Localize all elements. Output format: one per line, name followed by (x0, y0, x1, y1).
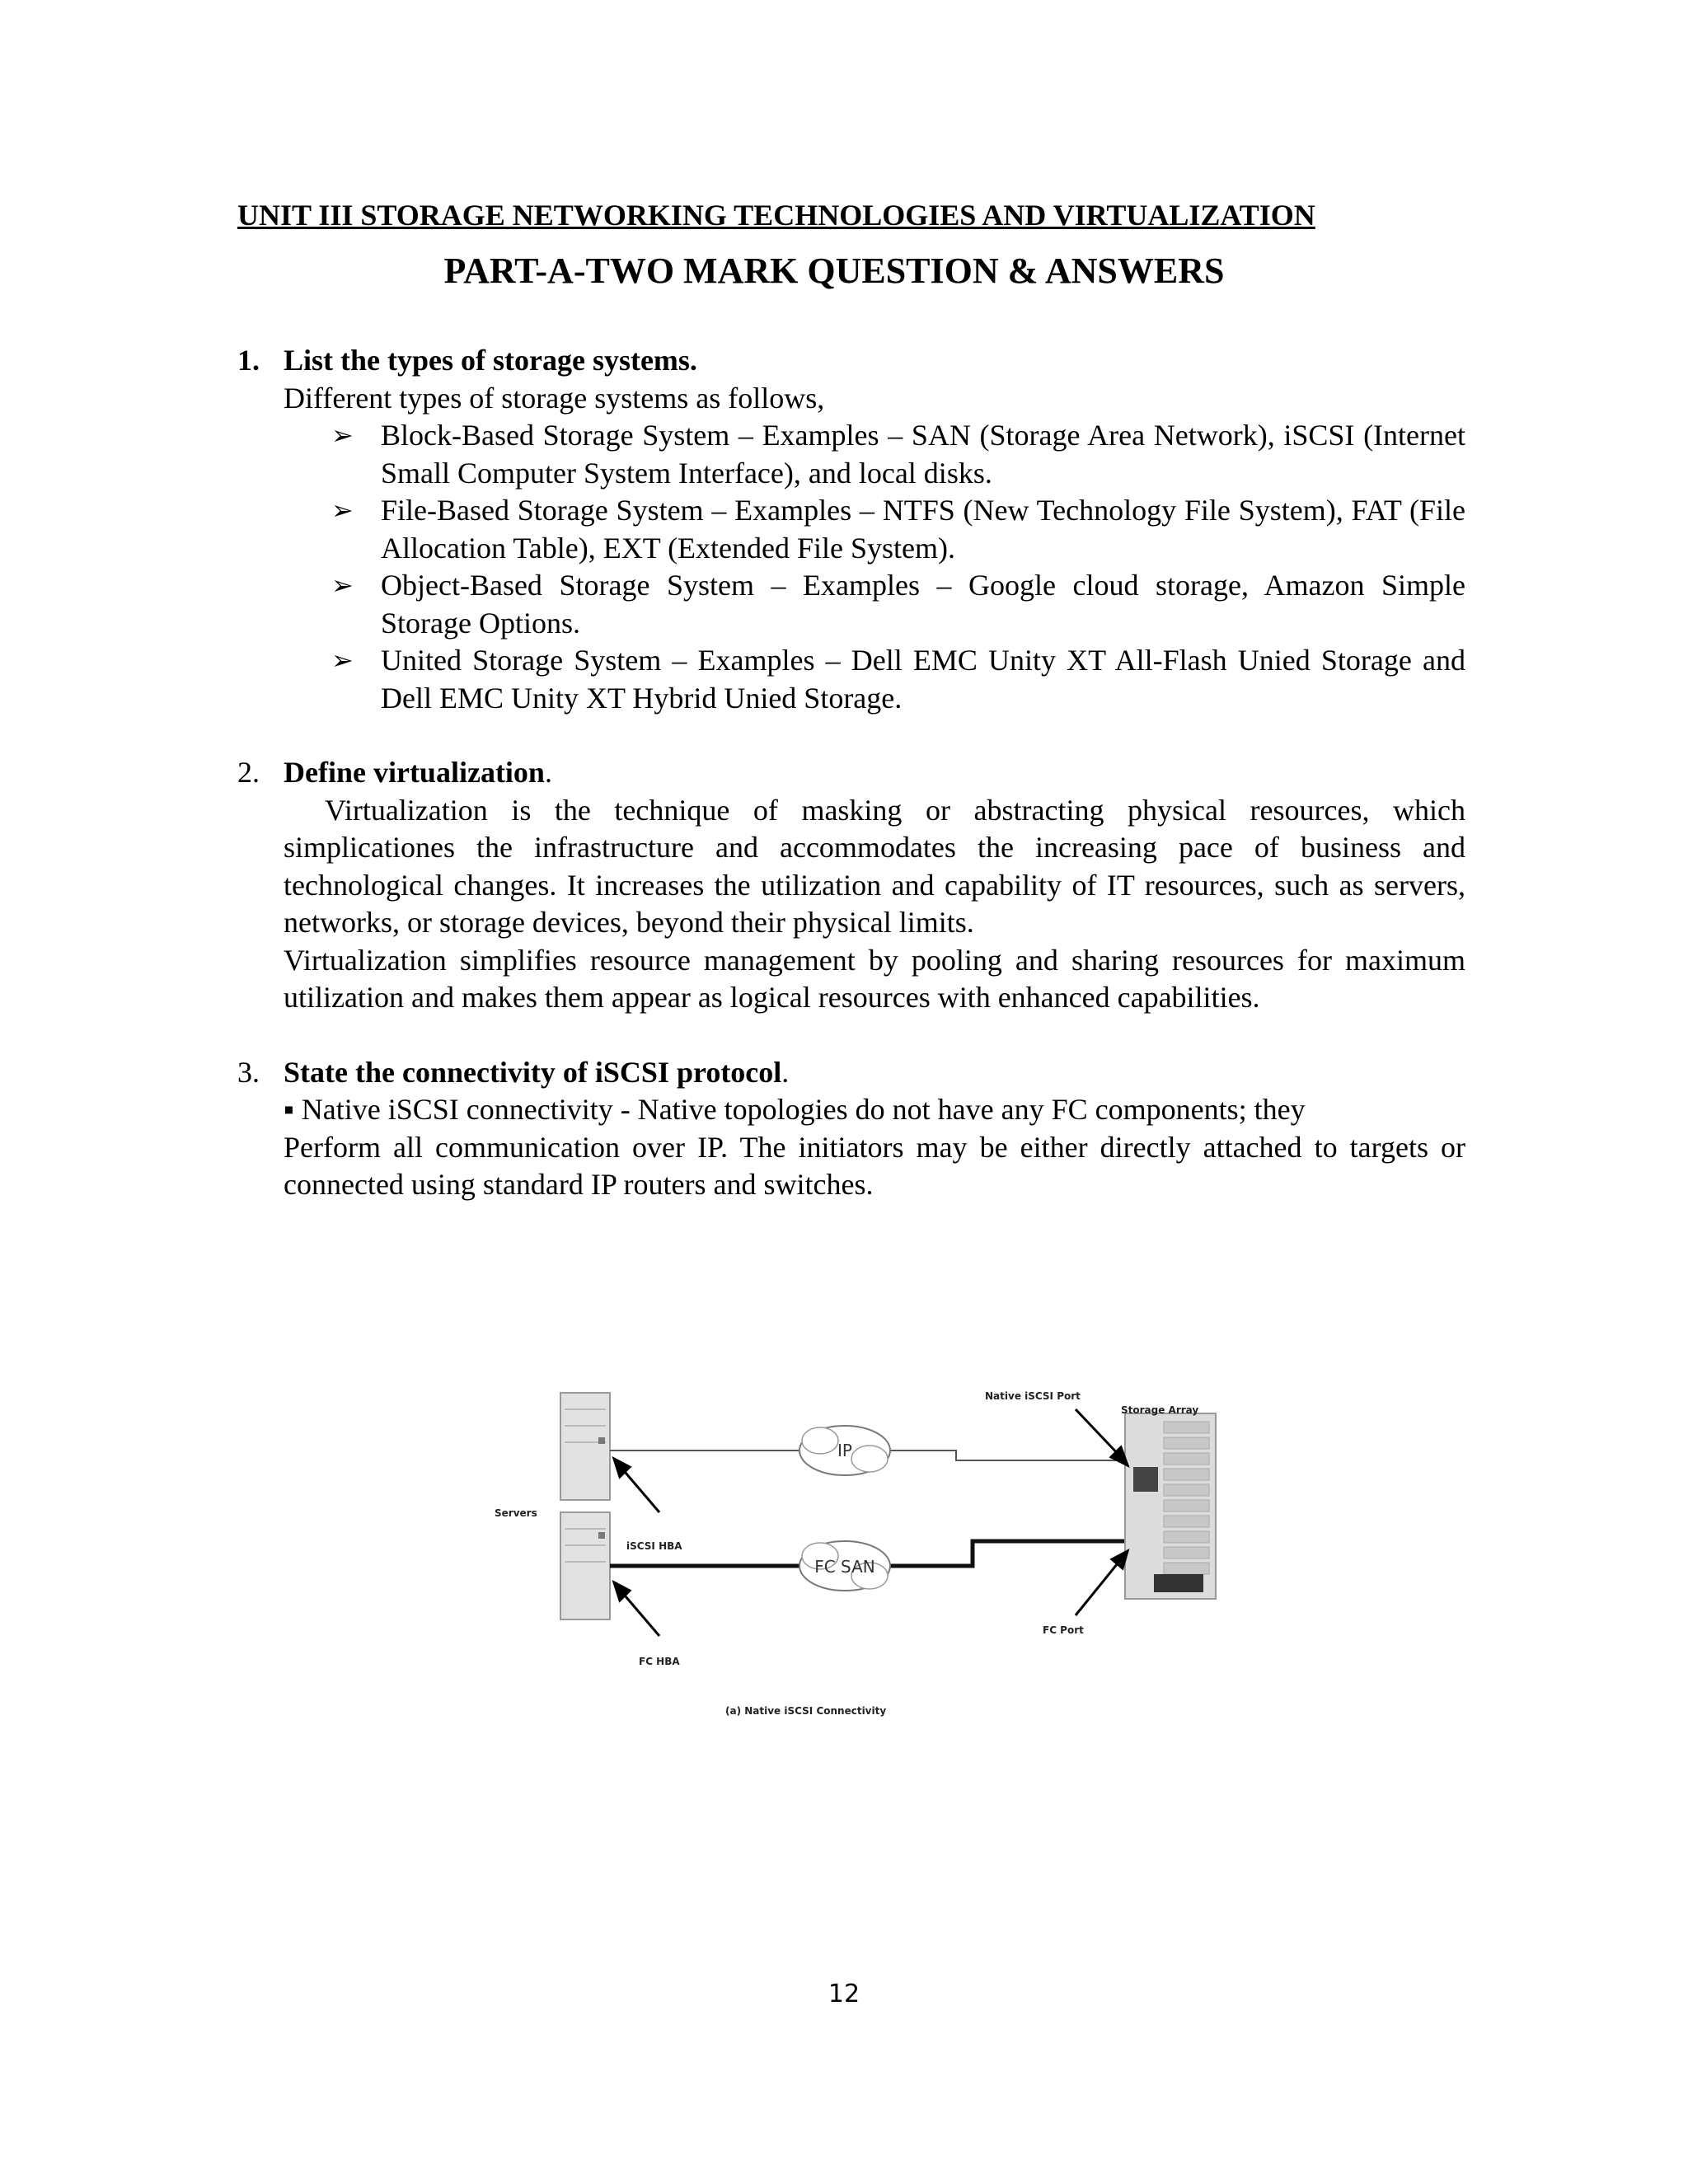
list-item (284, 417, 1465, 492)
storage-array-label: Storage Array (1121, 1404, 1199, 1416)
question-1 (237, 342, 1465, 717)
question-title: Define virtualization (284, 756, 545, 789)
answer-paragraph-1: Virtualization is the technique of masking or abstracting physical resources, which simplicationes the infrastructure and accommodates the increasing pace of business and technological changes. It increases the utilization and capability of IT resources, such as servers, networks, or storage devices, beyond their physical limits. (284, 793, 1465, 939)
list-item-text: Block-Based Storage System – Examples – SAN (Storage Area Network), iSCSI (Internet Small Computer System Interface), and local disks. (381, 419, 1465, 490)
page-number: 12 (828, 1980, 860, 2008)
question-title: List the types of storage systems. (284, 344, 697, 377)
title-period: . (544, 756, 552, 789)
figure-caption: (a) Native iSCSI Connectivity (725, 1705, 887, 1717)
arrow-bullet-icon: ➢ (331, 645, 354, 675)
server-top (560, 1393, 610, 1500)
fc-hba-label: FC HBA (639, 1656, 680, 1667)
list-item (284, 567, 1465, 642)
list-item-text: United Storage System – Examples – Dell EMC Unity XT All-Flash Unied Storage and Dell EMC Unity XT Hybrid Unied Storage. (381, 644, 1465, 715)
storage-types-list (284, 417, 1465, 717)
question-title: State the connectivity of iSCSI protocol (284, 1055, 782, 1089)
question-heading (284, 754, 1465, 792)
iscsi-hba-label: iSCSI HBA (626, 1540, 682, 1552)
servers-label: Servers (495, 1507, 537, 1519)
title-period: . (781, 1055, 790, 1089)
native-iscsi-port-label: Native iSCSI Port (985, 1390, 1081, 1402)
answer-paragraph-2: Virtualization simplifies resource management by pooling and sharing resources for maximum utilization and makes them appear as logical resources with enhanced capabilities. (284, 943, 1465, 1014)
ip-link-right (890, 1451, 1129, 1460)
server-bottom (560, 1512, 610, 1619)
list-item-text: Object-Based Storage System – Examples – Google cloud storage, Amazon Simple Storage Options. (381, 569, 1465, 640)
question-number: 3. (237, 1055, 260, 1089)
part-title (0, 250, 1688, 292)
arrow-bullet-icon: ➢ (331, 570, 354, 600)
iscsi-diagram (495, 1376, 1220, 1722)
question-number: 2. (237, 756, 260, 789)
list-item (284, 492, 1465, 567)
part-title-text: PART-A-TWO MARK QUESTION & ANSWERS (443, 251, 1225, 291)
question-heading (284, 1054, 1465, 1092)
fc-san-label: FC SAN (814, 1557, 875, 1577)
question-2 (237, 754, 1465, 1017)
iscsi-connectivity-figure (495, 1376, 1220, 1722)
answer-intro: Different types of storage systems as follows, (284, 381, 825, 415)
answer-line-2: Perform all communication over IP. The initiators may be either directly attached to targets or connected using standard IP routers and switches. (284, 1130, 1465, 1201)
spacer (237, 1017, 1465, 1054)
arrow-bullet-icon: ➢ (331, 495, 354, 525)
fc-port-label: FC Port (1043, 1624, 1084, 1636)
storage-array-icon (1125, 1413, 1216, 1599)
unit-title: UNIT III STORAGE NETWORKING TECHNOLOGIES AND VIRTUALIZATION (237, 199, 1315, 232)
question-number: 1. (237, 344, 260, 377)
arrow-bullet-icon: ➢ (331, 420, 354, 450)
ip-label: IP (837, 1441, 852, 1460)
spacer (237, 717, 1465, 754)
answer-line-1: ▪ Native iSCSI connectivity - Native topologies do not have any FC components; they (284, 1093, 1306, 1126)
question-list (237, 342, 1465, 1204)
list-item (284, 642, 1465, 717)
fc-link-right (890, 1541, 1129, 1566)
list-item-text: File-Based Storage System – Examples – NTFS (New Technology File System), FAT (File Allocation Table), EXT (Extended File System). (381, 494, 1465, 565)
question-3 (237, 1054, 1465, 1204)
